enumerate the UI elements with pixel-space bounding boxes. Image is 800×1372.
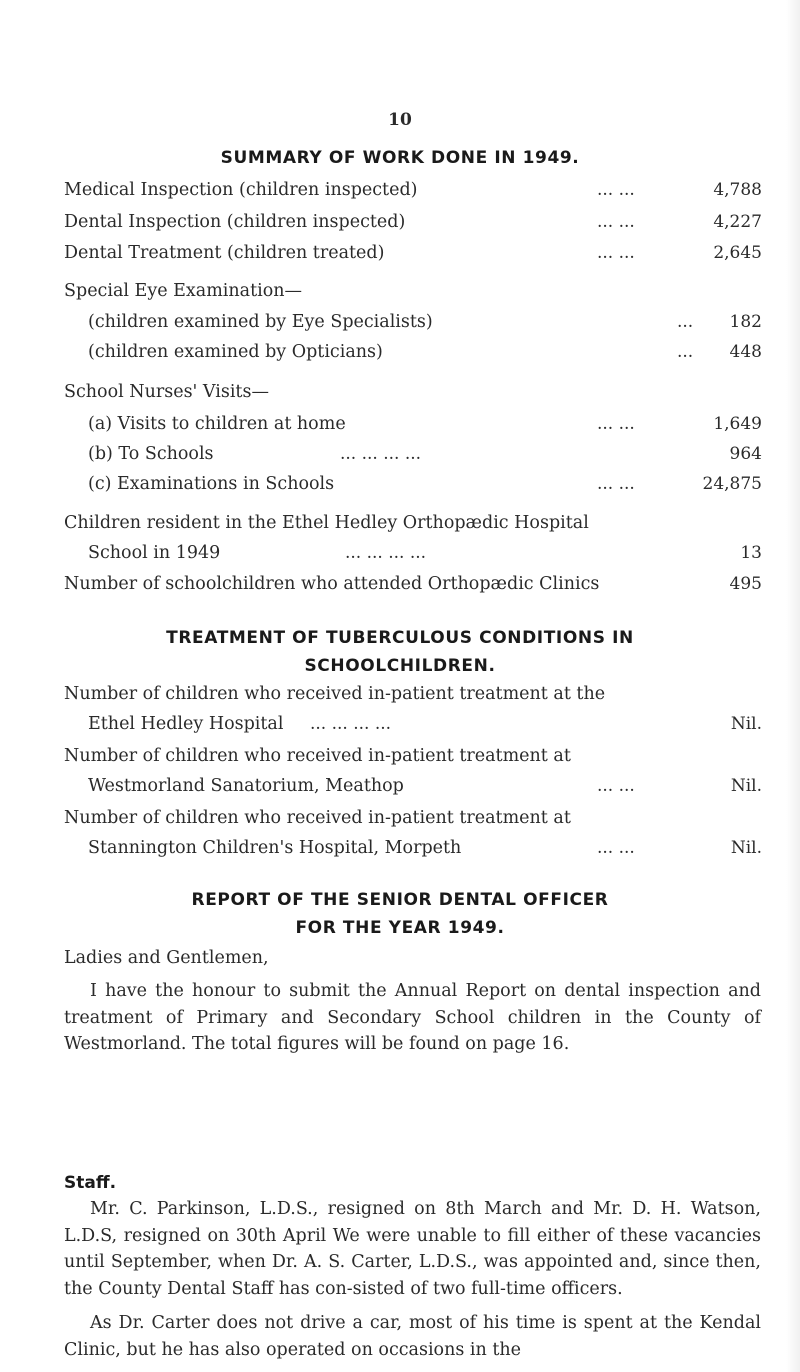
tuberculous-row-line: Number of children who received in-patient treatment at xyxy=(64,746,571,766)
leader-dots: ... ... xyxy=(597,838,635,858)
tuberculous-title: SCHOOLCHILDREN. xyxy=(304,656,496,676)
nurse-row-value: 964 xyxy=(729,444,762,464)
leader-dots: ... ... xyxy=(597,212,635,232)
summary-row-label: Dental Inspection (children inspected) xyxy=(64,212,406,232)
summary-row-label: Dental Treatment (children treated) xyxy=(64,243,385,263)
eye-row-value: 182 xyxy=(729,312,762,332)
leader-dots: ... ... ... ... xyxy=(345,543,427,563)
leader-dots: ... xyxy=(677,342,694,362)
summary-row-value: 4,227 xyxy=(713,212,762,232)
clinics-value: 495 xyxy=(729,574,762,594)
leader-dots: ... ... xyxy=(597,474,635,494)
nurse-row-value: 24,875 xyxy=(702,474,762,494)
leader-dots: ... ... xyxy=(597,243,635,263)
nurse-row-label: (b) To Schools xyxy=(88,444,214,464)
summary-row-value: 2,645 xyxy=(713,243,762,263)
staff-text: Mr. C. Parkinson, L.D.S., resigned on 8th March and Mr. D. H. Watson, L.D.S, resigned on 30th April We were unable to fill either of these vacancies until September, when Dr. A. S. Carter, L.D.S., was appointed and, since then, the County Dental Staff has con-sisted of two full-time officers. xyxy=(64,1199,761,1299)
eye-heading: Special Eye Examination— xyxy=(64,281,303,301)
tuberculous-title: TREATMENT OF TUBERCULOUS CONDITIONS IN xyxy=(166,628,634,648)
tuberculous-row-line: Number of children who received in-patient treatment at the xyxy=(64,684,606,704)
tuberculous-row-line: Stannington Children's Hospital, Morpeth xyxy=(88,838,462,858)
eye-row-label: (children examined by Opticians) xyxy=(88,342,383,362)
nurse-row-label: (c) Examinations in Schools xyxy=(88,474,335,494)
tuberculous-row-value: Nil. xyxy=(730,714,762,734)
nurse-row-value: 1,649 xyxy=(713,414,762,434)
leader-dots: ... ... xyxy=(597,180,635,200)
intro-paragraph xyxy=(64,978,761,1058)
leader-dots: ... xyxy=(677,312,694,332)
clinics-label: Number of schoolchildren who attended Orthopædic Clinics xyxy=(64,574,600,594)
page-number: 10 xyxy=(388,110,412,130)
tuberculous-row-line: Westmorland Sanatorium, Meathop xyxy=(88,776,404,796)
staff-heading: Staff. xyxy=(64,1173,117,1193)
tuberculous-row-line: Number of children who received in-patient treatment at xyxy=(64,808,571,828)
leader-dots: ... ... ... ... xyxy=(310,714,392,734)
carter-text: As Dr. Carter does not drive a car, most of his time is spent at the Kendal Clinic, but he has also operated on occasions in the xyxy=(64,1313,761,1360)
eye-row-value: 448 xyxy=(729,342,762,362)
dental-report-title: FOR THE YEAR 1949. xyxy=(295,918,505,938)
leader-dots: ... ... xyxy=(597,414,635,434)
carter-paragraph xyxy=(64,1310,761,1363)
nurses-heading: School Nurses' Visits— xyxy=(64,382,269,402)
dental-report-title: REPORT OF THE SENIOR DENTAL OFFICER xyxy=(191,890,609,910)
ortho-line: School in 1949 xyxy=(88,543,221,563)
leader-dots: ... ... xyxy=(597,776,635,796)
nurse-row-label: (a) Visits to children at home xyxy=(88,414,346,434)
salutation: Ladies and Gentlemen, xyxy=(64,948,269,968)
page-edge-shadow xyxy=(786,0,800,1372)
eye-row-label: (children examined by Eye Specialists) xyxy=(88,312,433,332)
tuberculous-row-value: Nil. xyxy=(730,776,762,796)
ortho-value: 13 xyxy=(740,543,762,563)
ortho-line: Children resident in the Ethel Hedley Orthopædic Hospital xyxy=(64,513,589,533)
summary-title: SUMMARY OF WORK DONE IN 1949. xyxy=(220,148,580,168)
staff-paragraph xyxy=(64,1196,761,1302)
tuberculous-row-value: Nil. xyxy=(730,838,762,858)
leader-dots: ... ... ... ... xyxy=(340,444,422,464)
summary-row-value: 4,788 xyxy=(713,180,762,200)
summary-row-label: Medical Inspection (children inspected) xyxy=(64,180,418,200)
tuberculous-row-line: Ethel Hedley Hospital xyxy=(88,714,284,734)
intro-text: I have the honour to submit the Annual Report on dental inspection and treatment of Primary and Secondary School children in the County of Westmorland. The total figures will be found on page 16. xyxy=(64,981,761,1055)
